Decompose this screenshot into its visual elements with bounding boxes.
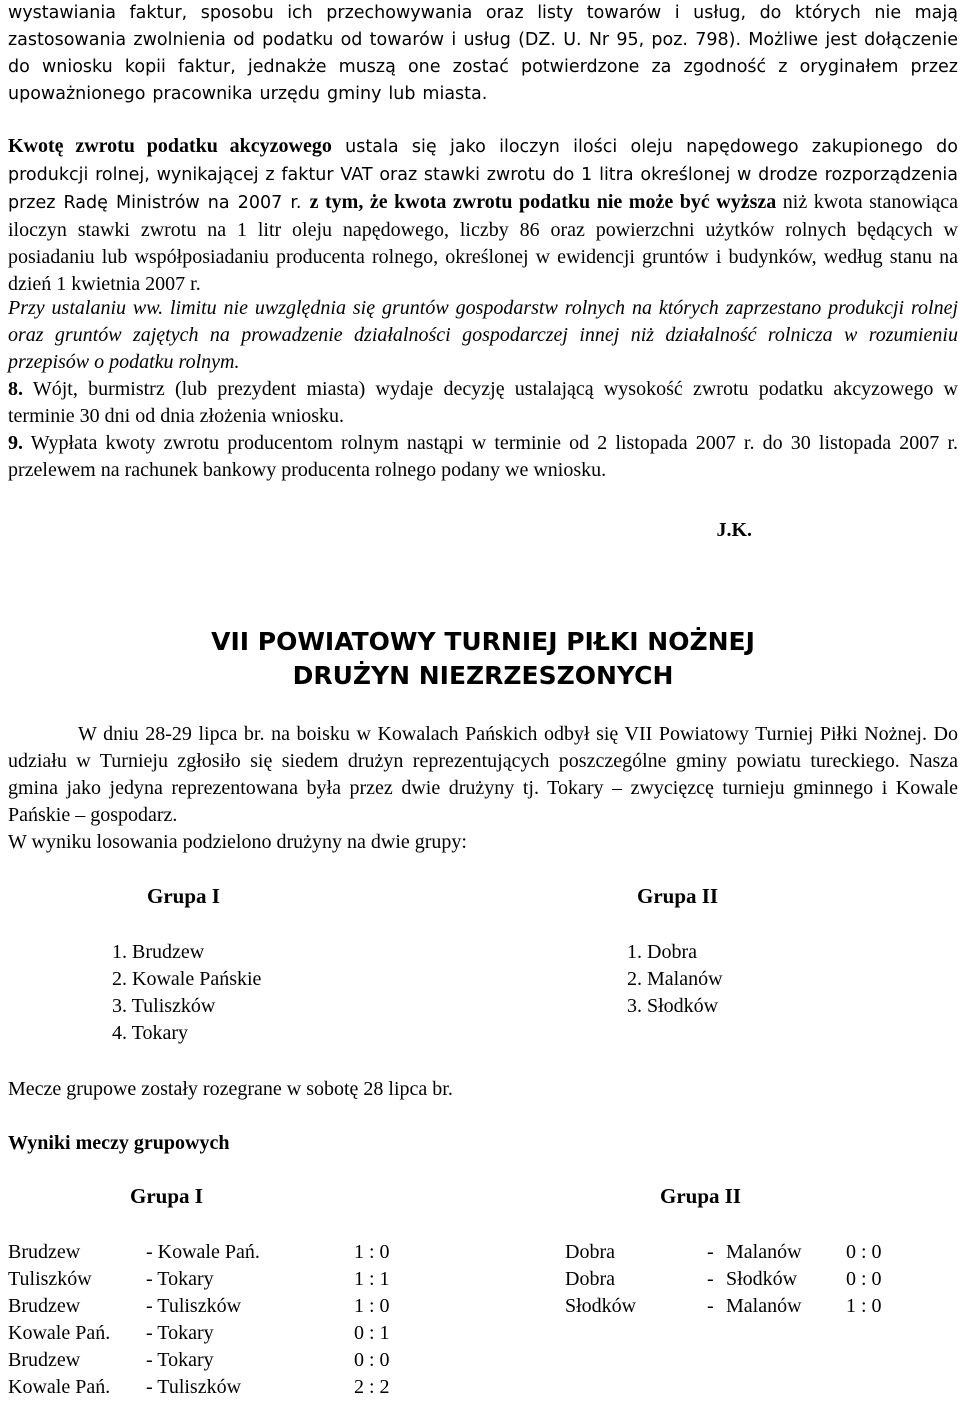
matches-note: Mecze grupowe zostały rozegrane w sobotę 28 lipca br. [8, 1078, 453, 1100]
paragraph-refund-amount [8, 133, 958, 298]
score: 1 : 1 [354, 1268, 390, 1290]
signature: J.K. [716, 519, 752, 541]
list-item: 1. Brudzew [112, 941, 205, 963]
team-home: Tuliszków [8, 1268, 92, 1290]
tournament-draw: W wyniku losowania podzielono drużyny na dwie grupy: [8, 831, 467, 853]
table-row [8, 1266, 958, 1293]
score: 0 : 1 [354, 1322, 390, 1344]
tournament-subtitle: DRUŻYN NIEZRZESZONYCH [292, 661, 674, 690]
dash: - [707, 1268, 714, 1290]
group-1-list [112, 939, 261, 1047]
refund-amount-text: ustala się jako iloczyn ilości oleju napędowego zakupionego do produkcji rolnej, wynikającej z faktur VAT oraz stawki zwrotu do 1 litra określonej w drodze rozporządzenia przez Radę Ministrów na 2007 r. [8, 137, 958, 213]
team-away: Malanów [726, 1295, 802, 1317]
team-home: Brudzew [8, 1349, 81, 1371]
score: 1 : 0 [354, 1241, 390, 1263]
item-9 [8, 430, 958, 484]
item-8 [8, 376, 958, 430]
team-home: Brudzew [8, 1241, 81, 1263]
results-title: Wyniki meczy grupowych [8, 1132, 230, 1154]
list-item: 4. Tokary [112, 1022, 188, 1044]
team-away: Słodków [726, 1268, 798, 1290]
item-9-number: 9. [8, 432, 23, 454]
team-away: - Tuliszków [146, 1376, 242, 1398]
refund-amount-limit: z tym, że kwota zwrotu podatku nie może być wyższa [309, 191, 777, 213]
team-away: - Tokary [146, 1349, 214, 1371]
tournament-title: VII POWIATOWY TURNIEJ PIŁKI NOŻNEJ [211, 627, 755, 656]
tournament-intro: W dniu 28-29 lipca br. na boisku w Kowalach Pańskich odbył się VII Powiatowy Turniej Piłki Nożnej. Do udziału w Turnieju zgłosiło się siedem drużyn reprezentujących poszczególne gminy powiatu tureckiego. Nasza gmina jako jedyna reprezentowana była przez dwie drużyny tj. Tokary – zwycięzcę turnieju gminnego i Kowale Pańskie – gospodarz. [8, 723, 958, 826]
list-item: 3. Słodków [627, 995, 719, 1017]
team-home: Dobra [565, 1241, 615, 1263]
table-row [8, 1239, 958, 1266]
score: 2 : 2 [354, 1376, 390, 1398]
list-item: 3. Tuliszków [112, 995, 216, 1017]
score: 0 : 0 [846, 1241, 882, 1263]
paragraph-limit-exclusion: Przy ustalaniu ww. limitu nie uwzględnia się gruntów gospodarstw rolnych na których zaprzestano produkcji rolnej oraz gruntów zajętych na prowadzenie działalności gospodarczej innej niż działalność rolnicza w rozumieniu przepisów o podatku rolnym. [8, 297, 958, 373]
score: 1 : 0 [846, 1295, 882, 1317]
team-away: - Tokary [146, 1268, 214, 1290]
score: 0 : 0 [354, 1349, 390, 1371]
team-away: - Tuliszków [146, 1295, 242, 1317]
refund-amount-text-2: niż kwota stanowiąca iloczyn stawki zwrotu na 1 litr oleju napędowego, liczby 86 oraz powierzchni użytków rolnych będących w posiadaniu lub współposiadaniu producenta rolnego, określonej w ewidencji gruntów i budynków, według stanu na dzień 1 kwietnia 2007 r. [8, 191, 958, 295]
list-item: 2. Kowale Pańskie [112, 968, 262, 990]
team-home: Dobra [565, 1268, 615, 1290]
item-9-text: Wypłata kwoty zwrotu producentom rolnym nastąpi w terminie od 2 listopada 2007 r. do 30 listopada 2007 r. przelewem na rachunek bankowy producenta rolnego podany we wniosku. [8, 432, 958, 481]
results-group-1-title: Grupa I [130, 1184, 203, 1208]
group-2-title: Grupa II [637, 884, 719, 908]
paragraph-refund-docs: wystawiania faktur, sposobu ich przechowywania oraz listy towarów i usług, do których nie mają zastosowania zwolnienia od podatku od towarów i usług (DZ. U. Nr 95, poz. 798). Możliwe jest dołączenie do wniosku kopii faktur, jednakże muszą one zostać potwierdzone za zgodność z oryginałem przez upoważnionego pracownika urzędu gminy lub miasta. [8, 3, 958, 104]
results-group-2-title: Grupa II [660, 1184, 742, 1208]
item-8-text: Wójt, burmistrz (lub prezydent miasta) wydaje decyzję ustalającą wysokość zwrotu podatku akcyzowego w terminie 30 dni od dnia złożenia wniosku. [8, 378, 958, 427]
list-item: 1. Dobra [627, 941, 697, 963]
group-2-list [627, 939, 723, 1020]
team-away: - Kowale Pań. [146, 1241, 260, 1263]
table-row [8, 1320, 958, 1347]
team-home: Słodków [565, 1295, 637, 1317]
table-row [8, 1374, 958, 1401]
score: 1 : 0 [354, 1295, 390, 1317]
table-row [8, 1347, 958, 1374]
team-home: Kowale Pań. [8, 1376, 111, 1398]
dash: - [707, 1295, 714, 1317]
team-home: Kowale Pań. [8, 1322, 111, 1344]
list-item: 2. Malanów [627, 968, 723, 990]
team-away: - Tokary [146, 1322, 214, 1344]
dash: - [707, 1241, 714, 1263]
group-1-title: Grupa I [147, 884, 220, 908]
item-8-number: 8. [8, 378, 23, 400]
refund-amount-lead: Kwotę zwrotu podatku akcyzowego [8, 135, 332, 157]
score: 0 : 0 [846, 1268, 882, 1290]
team-home: Brudzew [8, 1295, 81, 1317]
table-row [8, 1293, 958, 1320]
team-away: Malanów [726, 1241, 802, 1263]
